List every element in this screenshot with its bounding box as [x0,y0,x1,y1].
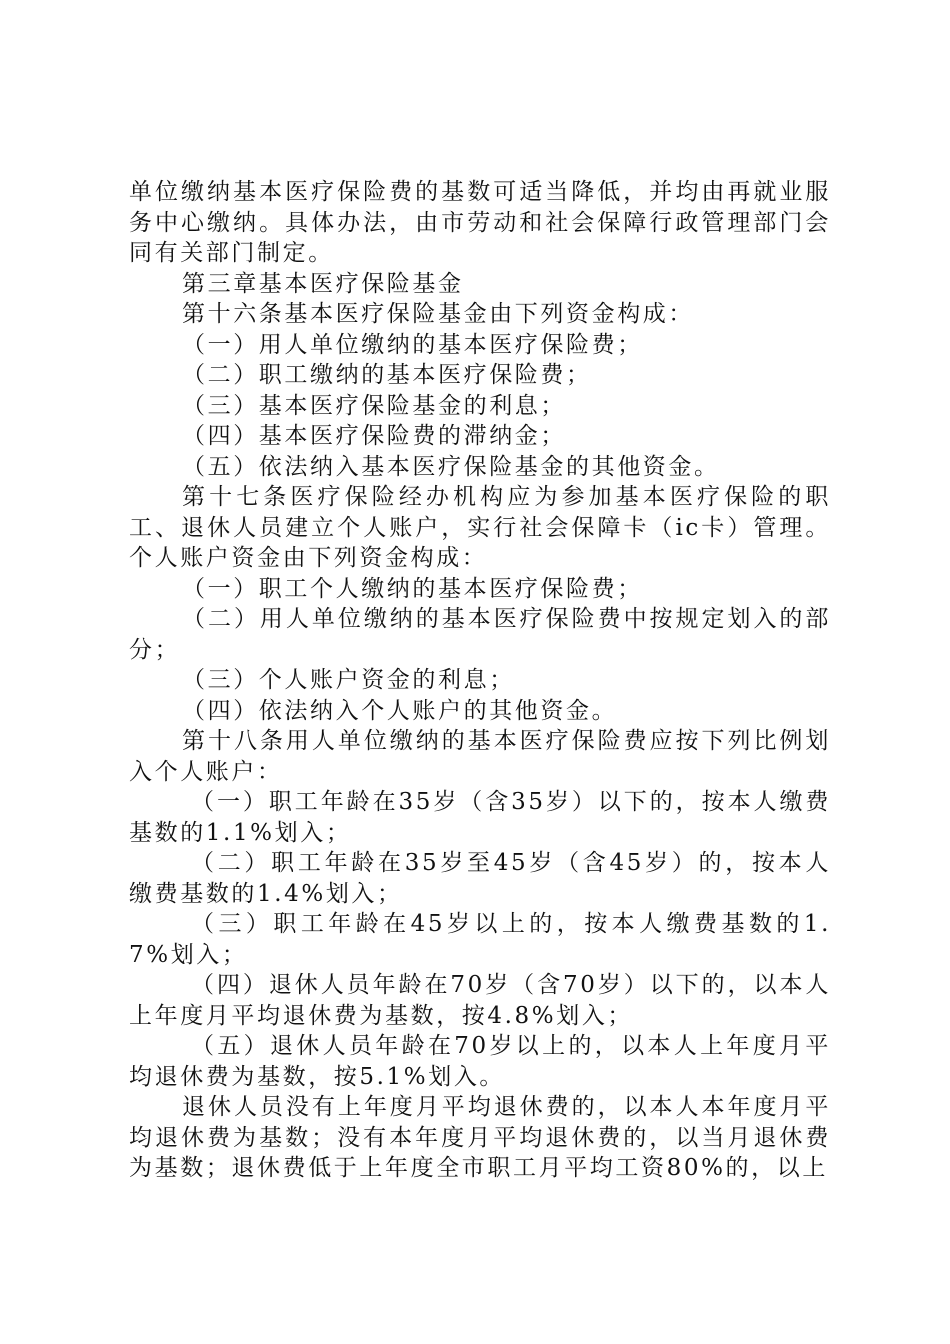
article-16-item-4: （四）基本医疗保险费的滞纳金； [182,423,566,449]
article-18-item-5: （五）退休人员年龄在70岁以上的，以本人上年度月平均退休费为基数，按5.1%划入。 [129,1033,831,1090]
article-17-item-4: （四）依法纳入个人账户的其他资金。 [182,697,618,724]
article-18-item-2: （二）职工年龄在35岁至45岁（含45岁）的，按本人缴费基数的1.4%划入； [129,850,831,907]
paragraph-1: 单位缴纳基本医疗保险费的基数可适当降低，并均由再就业服务中心缴纳。具体办法，由市劳动和社会保障行政管理部门会同有关部门制定。 [129,179,831,266]
article-16-item-3: （三）基本医疗保险基金的利息； [182,392,566,419]
article-18: 第十八条用人单位缴纳的基本医疗保险费应按下列比例划入个人账户： [129,728,831,785]
article-17-item-2: （二）用人单位缴纳的基本医疗保险费中按规定划入的部分； [129,606,831,663]
article-18-item-4: （四）退休人员年龄在70岁（含70岁）以下的，以本人上年度月平均退休费为基数，按4.8%划入； [129,972,831,1029]
article-18-item-3: （三）职工年龄在45岁以上的，按本人缴费基数的1.7%划入； [129,911,831,968]
document-body [129,177,831,1184]
article-16-item-5: （五）依法纳入基本医疗保险基金的其他资金。 [182,453,720,480]
article-18-item-1: （一）职工年龄在35岁（含35岁）以下的，按本人缴费基数的1.1%划入； [129,789,831,846]
retiree-base-paragraph: 退休人员没有上年度月平均退休费的，以本人本年度月平均退休费为基数；没有本年度月平均退休费的，以当月退休费为基数；退休费低于上年度全市职工月平均工资80%的，以上 [129,1094,831,1181]
article-16-item-1: （一）用人单位缴纳的基本医疗保险费； [182,331,643,358]
chapter-heading: 第三章基本医疗保险基金 [182,270,464,297]
article-16: 第十六条基本医疗保险基金由下列资金构成： [182,301,694,327]
article-16-item-2: （二）职工缴纳的基本医疗保险费； [182,362,592,388]
article-17-item-3: （三）个人账户资金的利息； [182,667,515,693]
article-17-item-1: （一）职工个人缴纳的基本医疗保险费； [182,575,643,602]
article-17: 第十七条医疗保险经办机构应为参加基本医疗保险的职工、退休人员建立个人账户，实行社会保障卡（ic卡）管理。个人账户资金由下列资金构成： [129,484,831,571]
